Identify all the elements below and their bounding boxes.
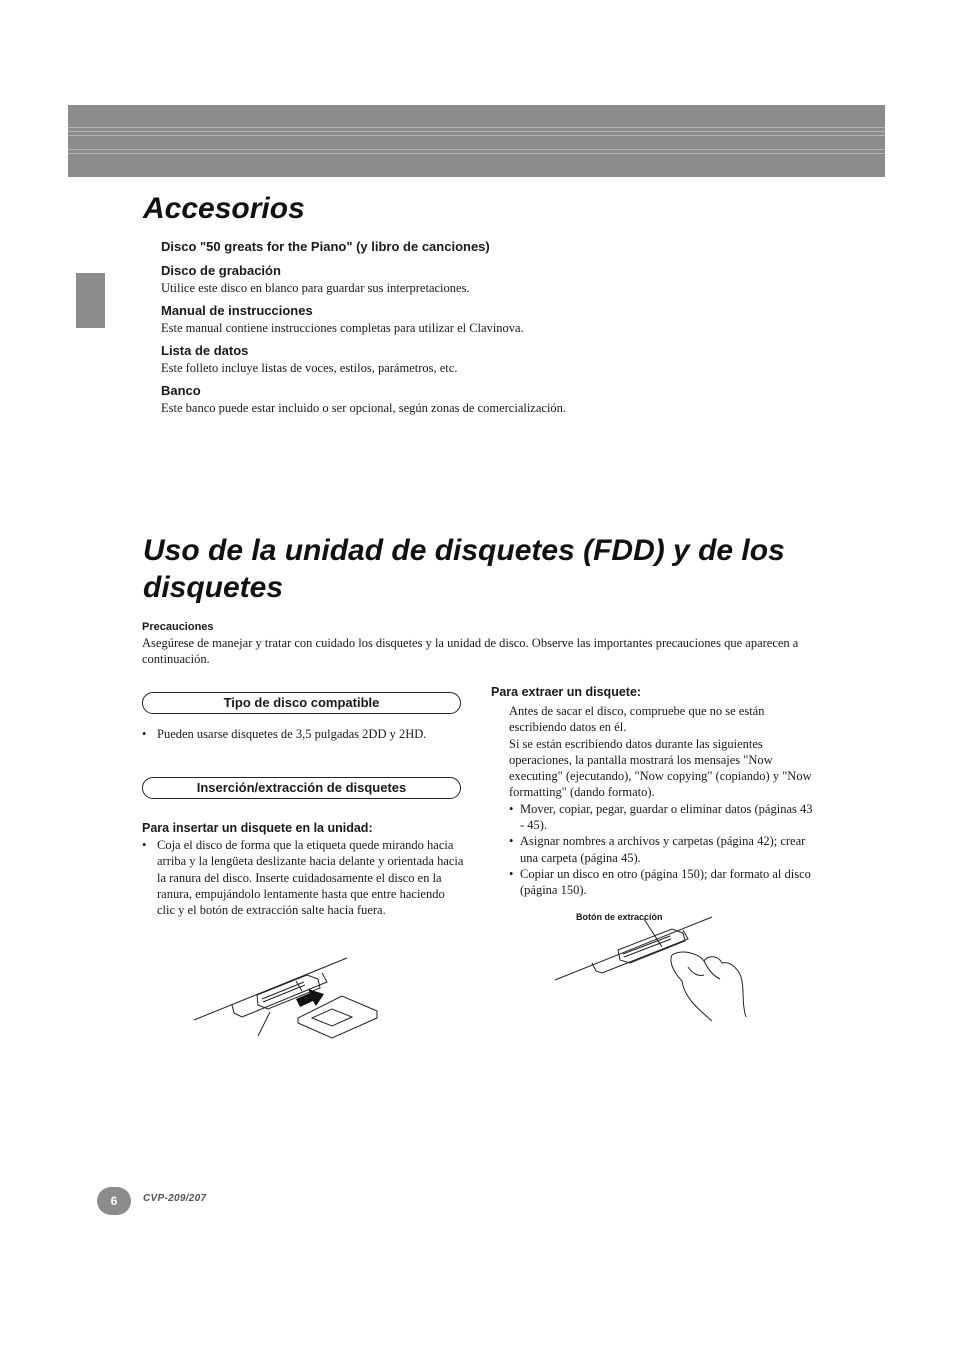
accessory-name: Disco de grabación	[161, 263, 281, 278]
eject-disk-illustration	[552, 905, 752, 1025]
chapter-tab	[76, 273, 105, 328]
accesorios-title: Accesorios	[143, 192, 305, 225]
extract-body	[509, 703, 814, 899]
accessory-name: Disco "50 greats for the Piano" (y libro de canciones)	[161, 239, 490, 254]
accessory-item	[161, 262, 841, 296]
list-item: • Copiar un disco en otro (página 150); dar formato al disco (página 150).	[509, 866, 811, 898]
accessory-item	[161, 302, 841, 336]
fdd-title: Uso de la unidad de disquetes (FDD) y de los disquetes	[143, 534, 785, 604]
list-item: • Pueden usarse disquetes de 3,5 pulgadas 2DD y 2HD.	[142, 727, 427, 741]
insert-subheading: Para insertar un disquete en la unidad:	[142, 821, 373, 835]
insert-disk-illustration	[192, 955, 412, 1040]
header-banner	[68, 105, 885, 177]
model-label: CVP-209/207	[143, 1193, 207, 1204]
precautions	[142, 619, 812, 667]
accessory-desc: Este banco puede estar incluido o ser opcional, según zonas de comercialización.	[161, 401, 567, 415]
disk-type-heading: Tipo de disco compatible	[142, 692, 461, 714]
accessory-item	[161, 382, 841, 416]
list-item: • Asignar nombres a archivos y carpetas (página 42); crear una carpeta (página 45).	[509, 834, 806, 865]
disk-type-list	[142, 726, 472, 742]
extract-subheading: Para extraer un disquete:	[491, 685, 642, 699]
accessory-item	[161, 238, 841, 256]
insert-steps	[142, 837, 464, 918]
bullet-icon: •	[509, 801, 514, 816]
bullet-icon: •	[509, 866, 514, 881]
accessory-name: Manual de instrucciones	[161, 303, 313, 318]
bullet-icon: •	[142, 838, 147, 852]
extract-paragraph: Si se están escribiendo datos durante las siguientes operaciones, la pantalla mostrará los mensajes "Now executing" (ejecutando), "Now copying" (copiando) y "Now formatting" (dando formato).	[509, 736, 812, 800]
page-number-badge: 6	[97, 1187, 131, 1215]
bullet-icon: •	[142, 727, 147, 741]
accessory-desc: Este folleto incluye listas de voces, estilos, parámetros, etc.	[161, 361, 458, 375]
insert-eject-heading: Inserción/extracción de disquetes	[142, 777, 461, 799]
eject-button-label: Botón de extracción	[576, 912, 663, 922]
extract-operations-list	[509, 801, 814, 899]
accessories-list	[161, 238, 841, 422]
bullet-icon: •	[509, 834, 514, 849]
accessory-desc: Utilice este disco en blanco para guardar sus interpretaciones.	[161, 281, 470, 295]
list-item: • Mover, copiar, pegar, guardar o eliminar datos (páginas 43 - 45).	[509, 801, 813, 833]
precautions-heading: Precauciones	[142, 621, 214, 633]
accessory-desc: Este manual contiene instrucciones completas para utilizar el Clavinova.	[161, 321, 524, 335]
list-item: • Coja el disco de forma que la etiqueta quede mirando hacia arriba y la lengüeta deslizante hacia delante y orientada hacia la ranura del disco. Inserte cuidadosamente el disco en la ranura, empujándolo lentamente hasta que entre haciendo clic y el botón de extracción salte hacia fuera.	[142, 838, 464, 918]
accessory-name: Lista de datos	[161, 343, 249, 358]
accessory-item	[161, 342, 841, 376]
extract-paragraph: Antes de sacar el disco, compruebe que no se están escribiendo datos en él.	[509, 704, 765, 735]
precautions-body: Asegúrese de manejar y tratar con cuidado los disquetes y la unidad de disco. Observe las importantes precauciones que aparecen a continuación.	[142, 636, 799, 666]
accessory-name: Banco	[161, 383, 201, 398]
